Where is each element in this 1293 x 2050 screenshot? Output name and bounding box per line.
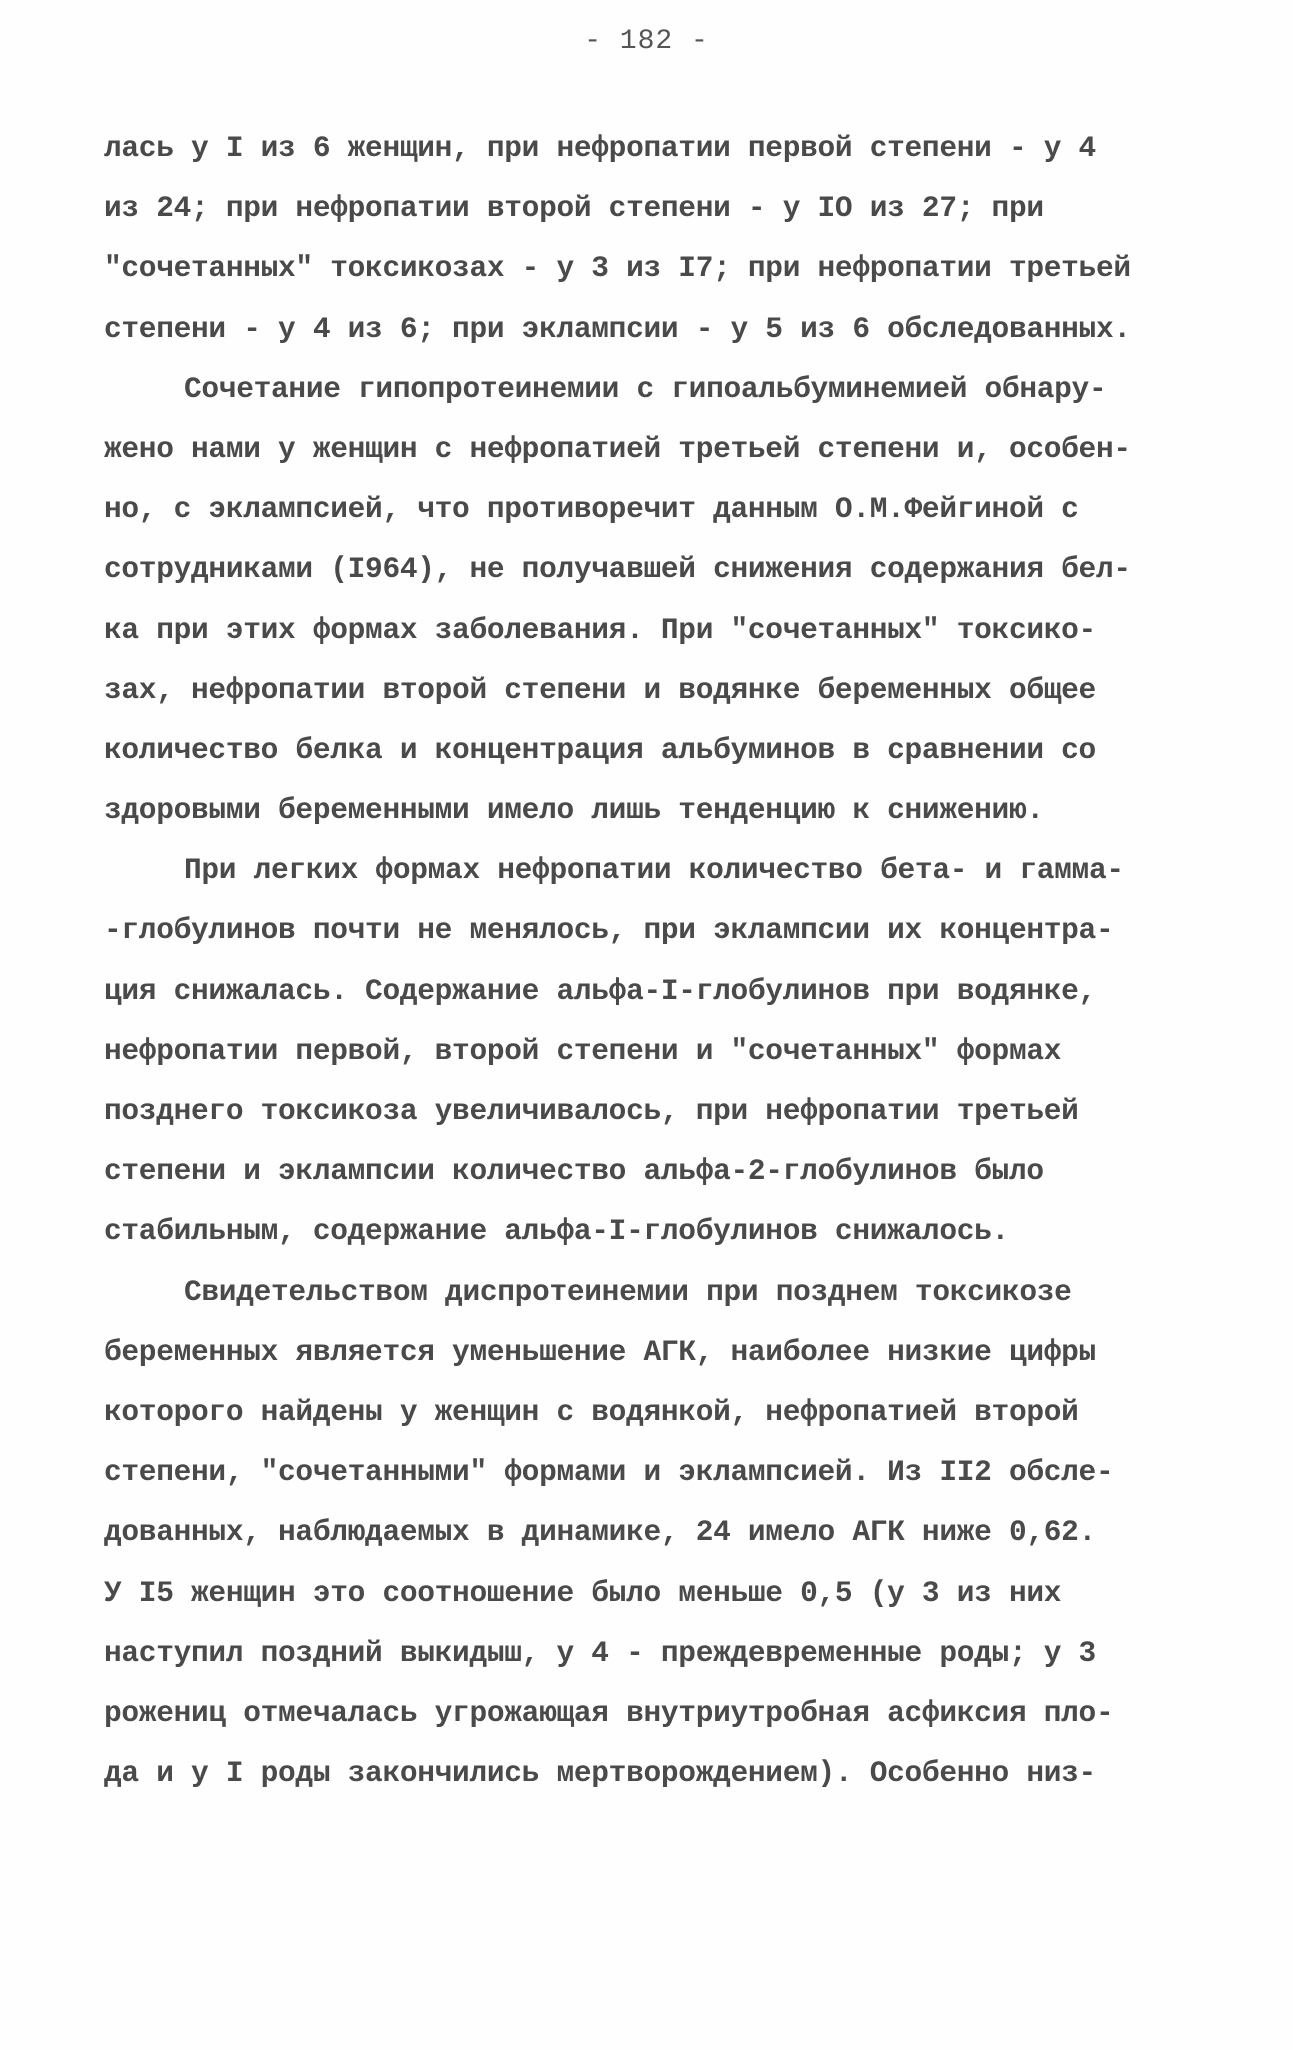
text-line: степени и эклампсии количество альфа-2-глобулинов было: [104, 1154, 1044, 1189]
text-line: степени, "сочетанными" формами и эклампсией. Из II2 обсле-: [104, 1455, 1114, 1490]
text-line: нефропатии первой, второй степени и "сочетанных" формах: [104, 1033, 1062, 1068]
text-line: наступил поздний выкидыш, у 4 - преждевременные роды; у 3: [104, 1635, 1096, 1670]
text-line: беременных является уменьшение АГК, наиболее низкие цифры: [104, 1334, 1096, 1369]
text-line: рожениц отмечалась угрожающая внутриутробная асфиксия пло-: [104, 1695, 1114, 1730]
paragraph-first-line: Сочетание гипопротеинемии с гипоальбуминемией обнару-: [184, 371, 1107, 406]
paragraph-first-line: Свидетельством диспротеинемии при позднем токсикозе: [184, 1274, 1072, 1309]
text-line: лась у I из 6 женщин, при нефропатии первой степени - у 4: [104, 131, 1096, 165]
text-line: сотрудниками (I964), не получавшей снижения содержания бел-: [104, 552, 1131, 587]
text-line: из 24; при нефропатии второй степени - у IO из 27; при: [104, 191, 1044, 226]
text-line: ция снижалась. Содержание альфа-I-глобулинов при водянке,: [104, 973, 1096, 1008]
text-line: жено нами у женщин с нефропатией третьей степени и, особен-: [104, 431, 1131, 466]
text-line: но, с эклампсией, что противоречит данным О.М.Фейгиной с: [104, 492, 1079, 527]
text-line: стабильным, содержание альфа-I-глобулинов снижалось.: [104, 1214, 1009, 1249]
text-line: -глобулинов почти не менялось, при эклампсии их концентра-: [104, 913, 1114, 948]
text-line: да и у I роды закончились мертворождением). Особенно низ-: [104, 1756, 1096, 1791]
text-line: дованных, наблюдаемых в динамике, 24 имело АГК ниже 0,62.: [104, 1515, 1096, 1550]
text-line: У I5 женщин это соотношение было меньше 0,5 (у 3 из них: [104, 1575, 1062, 1610]
text-line: позднего токсикоза увеличивалось, при нефропатии третьей: [104, 1094, 1079, 1128]
text-line: количество белка и концентрация альбуминов в сравнении со: [104, 732, 1096, 767]
text-line: степени - у 4 из 6; при эклампсии - у 5 из 6 обследованных.: [104, 311, 1131, 346]
paragraph-first-line: При легких формах нефропатии количество бета- и гамма-: [184, 853, 1124, 888]
text-line: здоровыми беременными имело лишь тенденцию к снижению.: [104, 793, 1044, 828]
text-line: ка при этих формах заболевания. При "сочетанных" токсико-: [104, 612, 1096, 647]
text-line: зах, нефропатии второй степени и водянке беременных общее: [104, 672, 1096, 707]
page-number: - 182 -: [584, 26, 709, 57]
text-line: "сочетанных" токсикозах - у 3 из I7; при нефропатии третьей: [104, 251, 1131, 286]
text-line: которого найдены у женщин с водянкой, нефропатией второй: [104, 1394, 1079, 1429]
body-text: [104, 118, 1184, 1803]
